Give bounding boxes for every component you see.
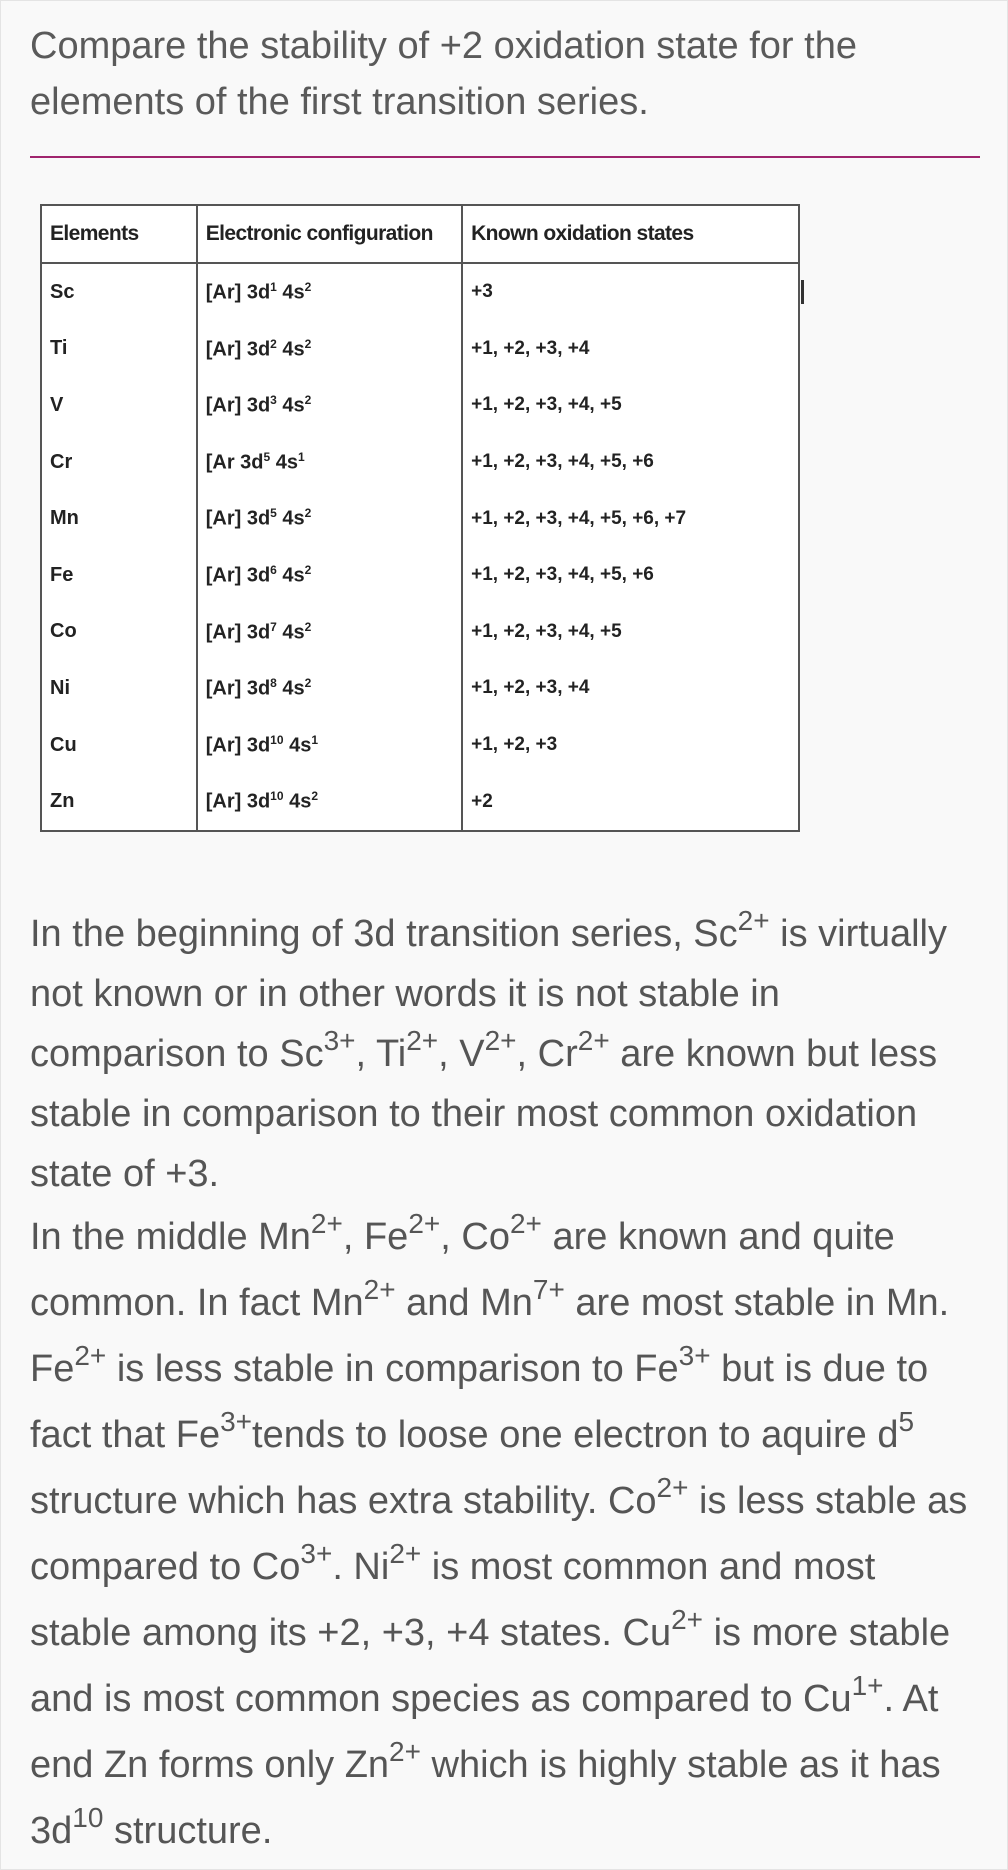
oxidation-states-cell: +1, +2, +3, +4, +5	[462, 377, 799, 434]
answer-paragraph-1: In the beginning of 3d transition series, $Sc^{2+}$ is virtually not known or in other words it is not stable in comparison to $Sc^{3+}$, $Ti^{2+}$, $V^{2+}$, $Cr^{2+}$ are known but less stable in comparison to their most common oxidation state of +3.	[30, 905, 947, 1195]
table-row	[41, 773, 799, 831]
oxidation-states-table-image	[40, 204, 800, 832]
configuration-cell: [Ar] $3d^{10}$ $4s^1$	[197, 717, 462, 774]
table-header-row	[41, 205, 799, 263]
element-cell: Fe	[41, 547, 197, 604]
table-row	[41, 547, 799, 604]
table-row	[41, 377, 799, 434]
answer-paragraph-2: In the middle $Mn^{2+}$, $Fe^{2+}$, $Co^{2+}$ are known and quite common. In fact $Mn^{2+}$ and $Mn^{7+}$ are most stable in Mn. $Fe^{2+}$ is less stable in comparison to $Fe^{3+}$ but is due to fact that $Fe^{3+}tends$ to loose one electron to aquire $d^5$ structure which has extra stability. $Co^{2+}$ is less stable as compared to $Co^{3+}$. $Ni^{2+}$ is most common and most stable among its +2, +3, +4 states. $Cu^{2+}$ is more stable and is most common species as compared to $Cu^{1+}$. At end Zn forms only $Zn^{2+}$ which is highly stable as it has $3d^{10}$ structure.	[30, 1208, 968, 1852]
oxidation-states-cell: +1, +2, +3, +4, +5, +6, +7	[462, 490, 799, 547]
header-electronic-configuration: Electronic configuration	[197, 205, 462, 263]
element-cell: Ti	[41, 321, 197, 378]
element-cell: Co	[41, 604, 197, 661]
oxidation-states-cell: +1, +2, +3	[462, 717, 799, 774]
table-row	[41, 490, 799, 547]
element-cell: Ni	[41, 660, 197, 717]
table-row	[41, 263, 799, 321]
table-row	[41, 604, 799, 661]
configuration-cell: [Ar] $3d^3$ $4s^2$	[197, 377, 462, 434]
configuration-cell: [Ar] $3d^{10}$ $4s^2$	[197, 773, 462, 831]
element-cell: Mn	[41, 490, 197, 547]
element-cell: Cu	[41, 717, 197, 774]
oxidation-states-cell: +2	[462, 773, 799, 831]
oxidation-states-cell: +1, +2, +3, +4, +5, +6	[462, 434, 799, 491]
configuration-cell: [Ar] $3d^1$ $4s^2$	[197, 263, 462, 321]
question-text: Compare the stability of +2 oxidation state for the elements of the first transition series.	[30, 25, 857, 123]
configuration-cell: [Ar $3d^5$ $4s^1$	[197, 434, 462, 491]
answer-body	[30, 904, 980, 1864]
element-cell: V	[41, 377, 197, 434]
element-cell: Sc	[41, 263, 197, 321]
oxidation-states-cell: +1, +2, +3, +4	[462, 660, 799, 717]
configuration-cell: [Ar] $3d^8$ $4s^2$	[197, 660, 462, 717]
configuration-cell: [Ar] $3d^6$ $4s^2$	[197, 547, 462, 604]
scan-artifact-mark	[801, 280, 804, 304]
header-elements: Elements	[41, 205, 197, 263]
configuration-cell: [Ar] $3d^2$ $4s^2$	[197, 321, 462, 378]
oxidation-states-cell: +3	[462, 263, 799, 321]
table-row	[41, 660, 799, 717]
oxidation-states-cell: +1, +2, +3, +4	[462, 321, 799, 378]
oxidation-states-table	[40, 204, 800, 832]
element-cell: Cr	[41, 434, 197, 491]
table-row	[41, 717, 799, 774]
oxidation-states-cell: +1, +2, +3, +4, +5, +6	[462, 547, 799, 604]
configuration-cell: [Ar] $3d^7$ $4s^2$	[197, 604, 462, 661]
table-row	[41, 434, 799, 491]
header-known-oxidation-states: Known oxidation states	[462, 205, 799, 263]
section-divider	[30, 156, 980, 158]
oxidation-states-cell: +1, +2, +3, +4, +5	[462, 604, 799, 661]
element-cell: Zn	[41, 773, 197, 831]
table-row	[41, 321, 799, 378]
configuration-cell: [Ar] $3d^5$ $4s^2$	[197, 490, 462, 547]
